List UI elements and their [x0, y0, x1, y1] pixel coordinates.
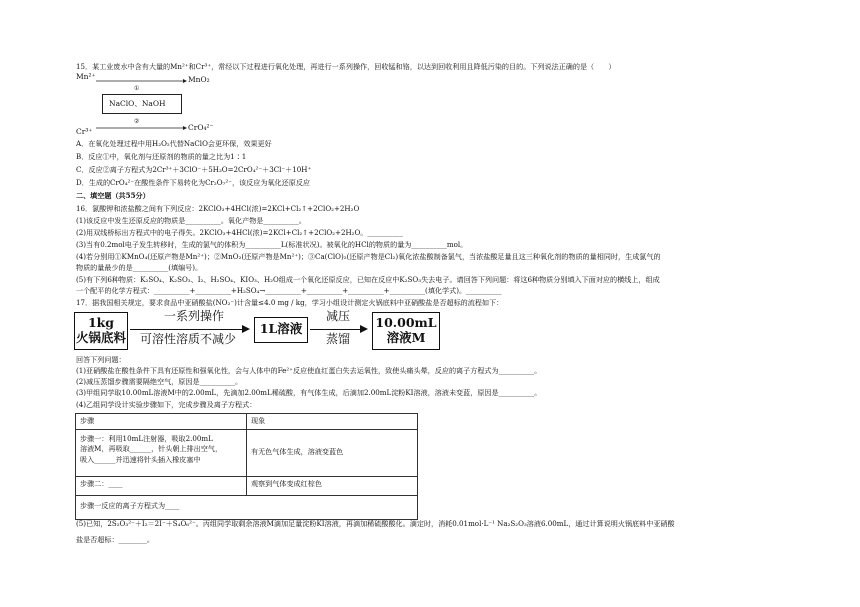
table-header-step: 步骤 [76, 414, 247, 430]
table-row [76, 495, 418, 519]
q16-part4a: (4)若分别用①KMnO₄(还原产物是Mn²⁺)；②MnO₂(还原产物是Mn²⁺)；③Ca(ClO)₂(还原产物是Cl₂)氧化浓盐酸制备氯气，当浓盐酸足量且这三种氧化剂的物质的量相同时，生成氯气的 [76, 252, 661, 261]
q17-part2: (2)减压蒸馏步骤需要隔绝空气，原因是__________。 [76, 377, 243, 386]
flow-arrow1-bottom: 可溶性溶质不减少 [140, 332, 237, 346]
q17-part3: (3)甲组同学取10.00mL溶液M中的2.00mL，先滴加2.00mL稀硫酸，有气体生成，后滴加2.00mL淀粉KI溶液，溶液未变蓝，原因是__________。 [76, 388, 542, 397]
flow-box-solution: 1L溶液 [254, 317, 308, 343]
flow-box-m-volume: 10.00mL [375, 315, 437, 330]
q15-option-a: A．在氧化处理过程中用H₂O₂代替NaClO会更环保，效果更好 [76, 139, 272, 148]
flow-box-m-name: 溶液M [386, 330, 426, 345]
redox-scheme [76, 72, 246, 136]
table-step2-cell: 步骤二：____ [76, 476, 247, 495]
flow-arrow2-top: 减压 [326, 309, 351, 323]
cr-ion: Cr³⁺ [76, 127, 93, 136]
table-header-phenomenon: 现象 [247, 414, 418, 430]
q15-stem: 15．某工业废水中含有大量的Mn²⁺和Cr³⁺，常经以下过程进行氧化处理，再进行一系列操作，回收锰和铬，以达到回收利用且降低污染的目的。下列说法正确的是（ ） [76, 62, 616, 71]
step1-marker: ① [134, 85, 140, 92]
q16-part4b: 物质的量最少的是__________(填编号)。 [76, 263, 203, 272]
q16-part3: (3)当有0.2mol电子发生转移时，生成的氯气的体积为__________L(标准状况)。被氧化的HCl的物质的量为__________mol。 [76, 240, 468, 249]
reagent-label: NaClO、NaOH [109, 99, 166, 108]
mno2-label: MnO₂ [188, 75, 210, 84]
table-header-row [76, 414, 418, 430]
q15-option-d: D．生成的CrO₄²⁻在酸性条件下易转化为Cr₂O₇²⁻，该反应为氧化还原反应 [76, 178, 311, 187]
q16-part5b: 一个配平的化学方程式：__________+__________+H₂SO₄→__________+__________+__________+__________(填化学式)。__________ [76, 286, 502, 295]
flow-arrow1-line [130, 329, 242, 330]
q15-option-b: B．反应①中，氧化剂与还原剂的物质的量之比为1∶1 [76, 152, 247, 161]
step2-marker: ② [134, 118, 140, 125]
reagent-box [102, 94, 182, 114]
flow-box-m [372, 312, 440, 350]
flow-box-sample-mass: 1kg [87, 315, 115, 330]
step1-line-c: 吸入______并迅速将针头插入橡皮塞中 [80, 454, 201, 464]
q17-part4: (4)乙组同学设计实验步骤如下，完成步骤及离子方程式： [76, 400, 257, 409]
experiment-table [75, 413, 418, 520]
q17-part1: (1)亚硝酸盐在酸性条件下具有还原性和强氧化性，会与人体中的Fe²⁺反应使血红蛋白失去运氧性，致使头痛头晕，反应的离子方程式为__________。 [76, 366, 542, 375]
table-row [76, 476, 418, 495]
q17-intro: 回答下列问题： [76, 355, 126, 364]
flow-box-sample [74, 312, 128, 350]
flow-arrow2-line [310, 329, 360, 330]
q16-part1: (1)该反应中发生还原反应的物质是__________。氧化产物是__________。 [76, 216, 306, 225]
mn-ion: Mn²⁺ [76, 72, 96, 81]
table-row [76, 429, 418, 476]
q17-stem: 17．据我国相关规定，要求食品中亚硝酸盐(NO₂⁻)计含量≤4.0 mg / kg，学习小组设计测定火锅底料中亚硝酸盐是否超标的流程如下： [76, 298, 504, 307]
flow-arrow2-head [360, 325, 368, 333]
flow-box-sample-name: 火锅底料 [75, 330, 126, 345]
flow-arrow2-bottom: 蒸馏 [326, 332, 351, 346]
flowchart [74, 308, 454, 358]
q16-part5a: (5)有下列6种物质：K₂SO₄、K₂SO₃、I₂、H₂SO₄、KIO₃、H₂O组成一个氧化还原反应，已知在反应中K₂SO₃失去电子。请回答下列问题：将这6种物质分别填入下面对应的横线上，组成 [76, 275, 660, 284]
table-step2-phenomenon: 观察到气体变成红棕色 [247, 476, 418, 495]
q15-option-c: C．反应②离子方程式为2Cr³⁺＋3ClO⁻＋5H₂O=2CrO₄²⁻＋3Cl⁻＋10H⁺ [76, 165, 312, 174]
step1-line-a: 步骤一：利用10mL注射器，吸取2.00mL [80, 433, 213, 443]
table-step1-cell [76, 429, 247, 476]
section-heading: 二、填空题（共55分） [76, 191, 150, 200]
flow-arrow1-top: 一系列操作 [164, 309, 225, 323]
flow-arrow1-head [242, 325, 250, 333]
cro4-label: CrO₄²⁻ [188, 123, 214, 132]
step1-line-b: 溶液M，再吸取______，针头朝上排出空气， [80, 444, 223, 453]
table-step1-phenomenon: 有无色气体生成，溶液变蓝色 [247, 429, 418, 476]
q17-part5b: 盐是否超标：________。 [76, 535, 155, 544]
q16-stem: 16．氯酸钾和浓盐酸之间有下列反应：2KClO₃+4HCl(浓)=2KCl+Cl₂↑+2ClO₂+2H₂O [76, 204, 360, 213]
table-equation-cell: 步骤一反应的离子方程式为____ [76, 495, 418, 519]
q17-part5a: (5)已知，2S₂O₃²⁻＋I₂＝2I⁻＋S₄O₆²⁻。丙组同学取剩余溶液M滴加足量淀粉KI溶液，再滴加稀硫酸酸化。滴定时，消耗0.01mol·L⁻¹ Na₂S₂O₃溶液6.00mL，通过计算说明火锅底料中亚硝酸 [76, 519, 675, 528]
q16-part2: (2)用双线桥标出方程式中的电子得失。2KClO₃+4HCl(浓)=2KCl+Cl₂↑+2ClO₂+2H₂O。__________ [76, 228, 403, 237]
